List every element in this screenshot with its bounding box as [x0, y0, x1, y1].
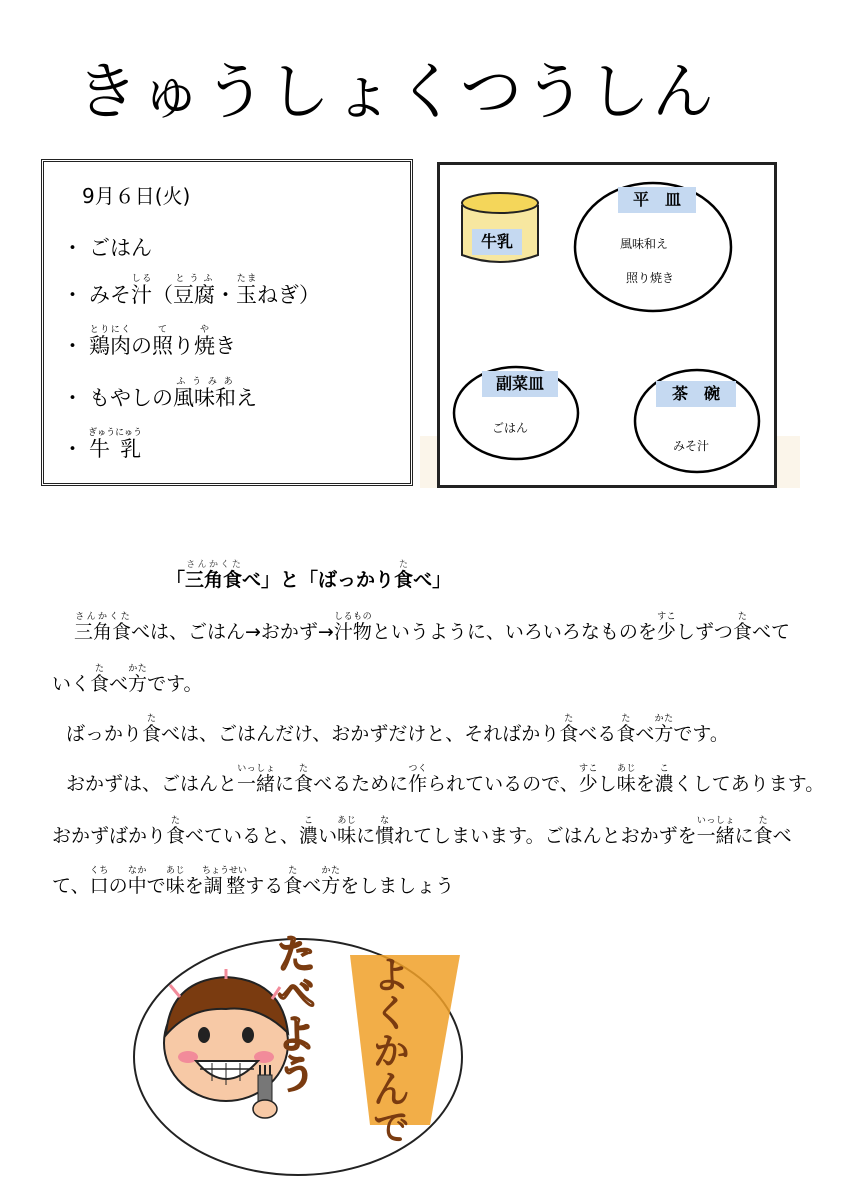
text-tabeyou: たべよう [270, 933, 316, 1093]
milk-label: 牛乳 [472, 229, 522, 255]
paragraph-2: ばっかり食たべは、ごはんだけ、おかずだけと、そればかり食たべる食たべ方かたです。 [66, 714, 729, 745]
menu-item-miso-soup: ・ みそ汁しる（豆腐とうふ・玉たまねぎ） [62, 274, 320, 307]
tray-svg [440, 165, 774, 485]
section-heading: 「三角食さんかくたべ」と「ばっかり食たべ」 [166, 560, 452, 591]
text-yokukande: よくかんで [366, 955, 410, 1145]
paragraph-3: おかずは、ごはんと一緒いっしょに食たべるために作つくられているので、少すこし味あじを濃こくしてあります。 [66, 764, 825, 795]
chew-well-illustration [130, 925, 465, 1180]
tray-diagram [437, 162, 777, 488]
chawan-label: 茶 碗 [656, 381, 736, 407]
chawan-item: みそ汁 [673, 439, 710, 453]
hirazara-item-2: 照り焼き [626, 271, 675, 285]
menu-item-teriyaki: ・ 鶏肉とりにくの照てり焼やき [62, 325, 236, 358]
hirazara-item-1: 風味和え [620, 237, 669, 251]
menu-item-rice: ・ ごはん [62, 236, 152, 260]
fukusai-item: ごはん [492, 421, 529, 435]
hirazara-label: 平 皿 [618, 187, 696, 213]
fukusai-label: 副菜皿 [482, 371, 558, 397]
paragraph-5: て、口くちの中なかで味あじを調整ちょうせいする食たべ方かたをしましょう [52, 866, 455, 897]
paragraph-1-line-1: 三角食さんかくたべは、ごはん→おかず→汁物しるものというように、いろいろなものを少すこしずつ食たべて [74, 612, 790, 643]
menu-box [41, 159, 413, 486]
paragraph-4: おかずばかり食たべていると、濃こい味あじに慣なれてしまいます。ごはんとおかずを一緒いっしょに食たべ [52, 816, 792, 847]
menu-date: 9月６日(火) [82, 184, 191, 208]
paragraph-1-line-2: いく食たべ方かたです。 [52, 664, 203, 695]
menu-item-milk: ・ 牛 乳ぎゅうにゅう [62, 428, 142, 461]
menu-item-moyashi: ・ もやしの風味和ふうみあえ [62, 377, 257, 410]
page-title: きゅうしょくつうしん [76, 55, 717, 128]
